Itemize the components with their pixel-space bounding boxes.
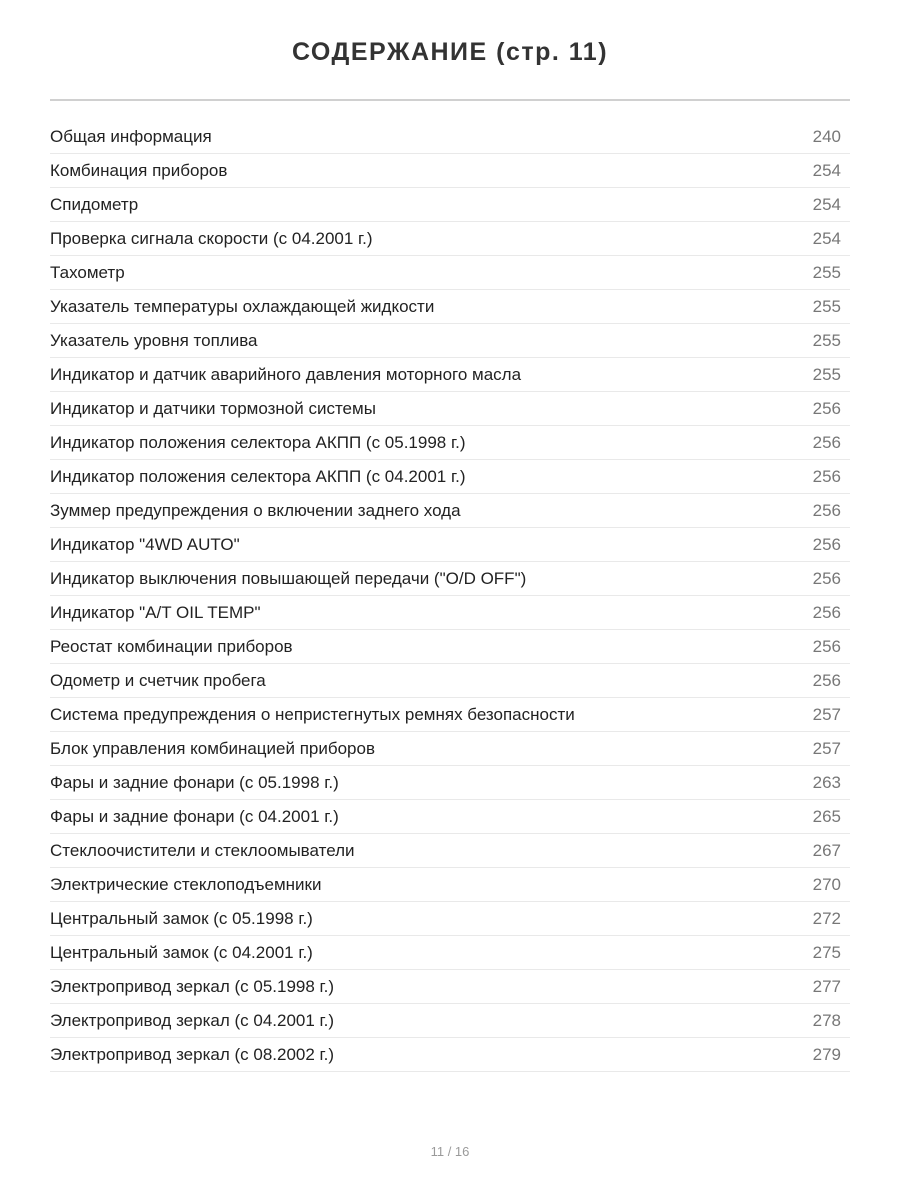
toc-entry-title: Указатель температуры охлаждающей жидкости — [50, 296, 435, 316]
toc-entry-page: 279 — [812, 1044, 841, 1064]
toc-entry-title: Индикатор "A/T OIL TEMP" — [50, 602, 261, 622]
toc-entry[interactable] — [50, 562, 850, 596]
toc-entry[interactable] — [50, 766, 850, 800]
toc-entry-page: 256 — [812, 670, 841, 690]
toc-entry[interactable] — [50, 630, 850, 664]
toc-entry-title: Электропривод зеркал (с 05.1998 г.) — [50, 976, 335, 996]
toc-entry[interactable] — [50, 800, 850, 834]
toc-entry-title: Индикатор и датчик аварийного давления моторного масла — [50, 364, 522, 384]
toc-entry-page: 255 — [812, 262, 841, 282]
toc-entry-title: Указатель уровня топлива — [50, 330, 258, 350]
toc-entry-title: Стеклоочистители и стеклоомыватели — [50, 840, 355, 860]
toc-entry[interactable] — [50, 392, 850, 426]
toc-entry[interactable] — [50, 528, 850, 562]
toc-entry[interactable] — [50, 664, 850, 698]
toc-entry-page: 256 — [812, 636, 841, 656]
toc-entry-title: Тахометр — [50, 262, 125, 282]
toc-entry[interactable] — [50, 1004, 850, 1038]
toc-entry-title: Индикатор положения селектора АКПП (с 05.1998 г.) — [50, 432, 466, 452]
toc-entry[interactable] — [50, 460, 850, 494]
toc-entry-title: Индикатор выключения повышающей передачи ("O/D OFF") — [50, 568, 527, 588]
toc-entry[interactable] — [50, 358, 850, 392]
toc-entry[interactable] — [50, 256, 850, 290]
toc-entry-page: 278 — [812, 1010, 841, 1030]
toc-entry-page: 254 — [812, 228, 841, 248]
toc-list — [50, 120, 850, 1072]
toc-entry[interactable] — [50, 324, 850, 358]
toc-entry-page: 240 — [812, 126, 841, 146]
toc-entry-page: 256 — [812, 432, 841, 452]
toc-entry[interactable] — [50, 494, 850, 528]
toc-entry-page: 256 — [812, 602, 841, 622]
toc-entry-page: 255 — [812, 364, 841, 384]
toc-entry-title: Электропривод зеркал (с 04.2001 г.) — [50, 1010, 335, 1030]
toc-entry-title: Комбинация приборов — [50, 160, 228, 180]
toc-entry-page: 272 — [812, 908, 841, 928]
toc-entry-page: 265 — [812, 806, 841, 826]
toc-entry-page: 257 — [812, 738, 841, 758]
toc-entry-page: 256 — [812, 534, 841, 554]
toc-entry-page: 270 — [812, 874, 841, 894]
toc-entry-page: 256 — [812, 466, 841, 486]
toc-entry[interactable] — [50, 154, 850, 188]
toc-entry-page: 275 — [812, 942, 841, 962]
toc-entry[interactable] — [50, 970, 850, 1004]
toc-entry[interactable] — [50, 1038, 850, 1072]
title-divider — [50, 99, 850, 101]
toc-entry-page: 263 — [812, 772, 841, 792]
toc-entry-page: 257 — [812, 704, 841, 724]
toc-entry[interactable] — [50, 868, 850, 902]
toc-entry-page: 254 — [812, 160, 841, 180]
toc-entry-title: Фары и задние фонари (с 04.2001 г.) — [50, 806, 339, 826]
toc-entry[interactable] — [50, 698, 850, 732]
toc-entry-page: 254 — [812, 194, 841, 214]
toc-entry-title: Одометр и счетчик пробега — [50, 670, 266, 690]
toc-entry-title: Реостат комбинации приборов — [50, 636, 293, 656]
toc-entry[interactable] — [50, 188, 850, 222]
toc-entry[interactable] — [50, 936, 850, 970]
toc-entry[interactable] — [50, 120, 850, 154]
toc-entry-page: 256 — [812, 500, 841, 520]
toc-entry[interactable] — [50, 834, 850, 868]
toc-entry-page: 267 — [812, 840, 841, 860]
toc-entry[interactable] — [50, 222, 850, 256]
toc-entry-title: Общая информация — [50, 126, 212, 146]
toc-entry-title: Спидометр — [50, 194, 139, 214]
toc-entry-title: Электрические стеклоподъемники — [50, 874, 322, 894]
page-number: 11 / 16 — [430, 1144, 470, 1159]
toc-entry-title: Фары и задние фонари (с 05.1998 г.) — [50, 772, 339, 792]
toc-entry[interactable] — [50, 732, 850, 766]
toc-entry[interactable] — [50, 426, 850, 460]
toc-entry[interactable] — [50, 596, 850, 630]
toc-entry-title: Индикатор положения селектора АКПП (с 04.2001 г.) — [50, 466, 466, 486]
toc-entry-title: Система предупреждения о непристегнутых ремнях безопасности — [50, 704, 575, 724]
toc-entry-title: Блок управления комбинацией приборов — [50, 738, 375, 758]
toc-entry-page: 277 — [812, 976, 841, 996]
toc-entry-title: Центральный замок (с 04.2001 г.) — [50, 942, 313, 962]
toc-entry-page: 255 — [812, 296, 841, 316]
toc-entry-page: 256 — [812, 568, 841, 588]
toc-entry-title: Индикатор "4WD AUTO" — [50, 534, 240, 554]
page-title: СОДЕРЖАНИЕ (стр. 11) — [291, 38, 609, 66]
toc-entry-page: 255 — [812, 330, 841, 350]
toc-entry[interactable] — [50, 902, 850, 936]
toc-entry-title: Индикатор и датчики тормозной системы — [50, 398, 376, 418]
toc-entry-title: Электропривод зеркал (с 08.2002 г.) — [50, 1044, 335, 1064]
toc-entry-title: Центральный замок (с 05.1998 г.) — [50, 908, 313, 928]
toc-entry-title: Зуммер предупреждения о включении заднего хода — [50, 500, 461, 520]
toc-entry-page: 256 — [812, 398, 841, 418]
toc-entry[interactable] — [50, 290, 850, 324]
toc-entry-title: Проверка сигнала скорости (с 04.2001 г.) — [50, 228, 373, 248]
